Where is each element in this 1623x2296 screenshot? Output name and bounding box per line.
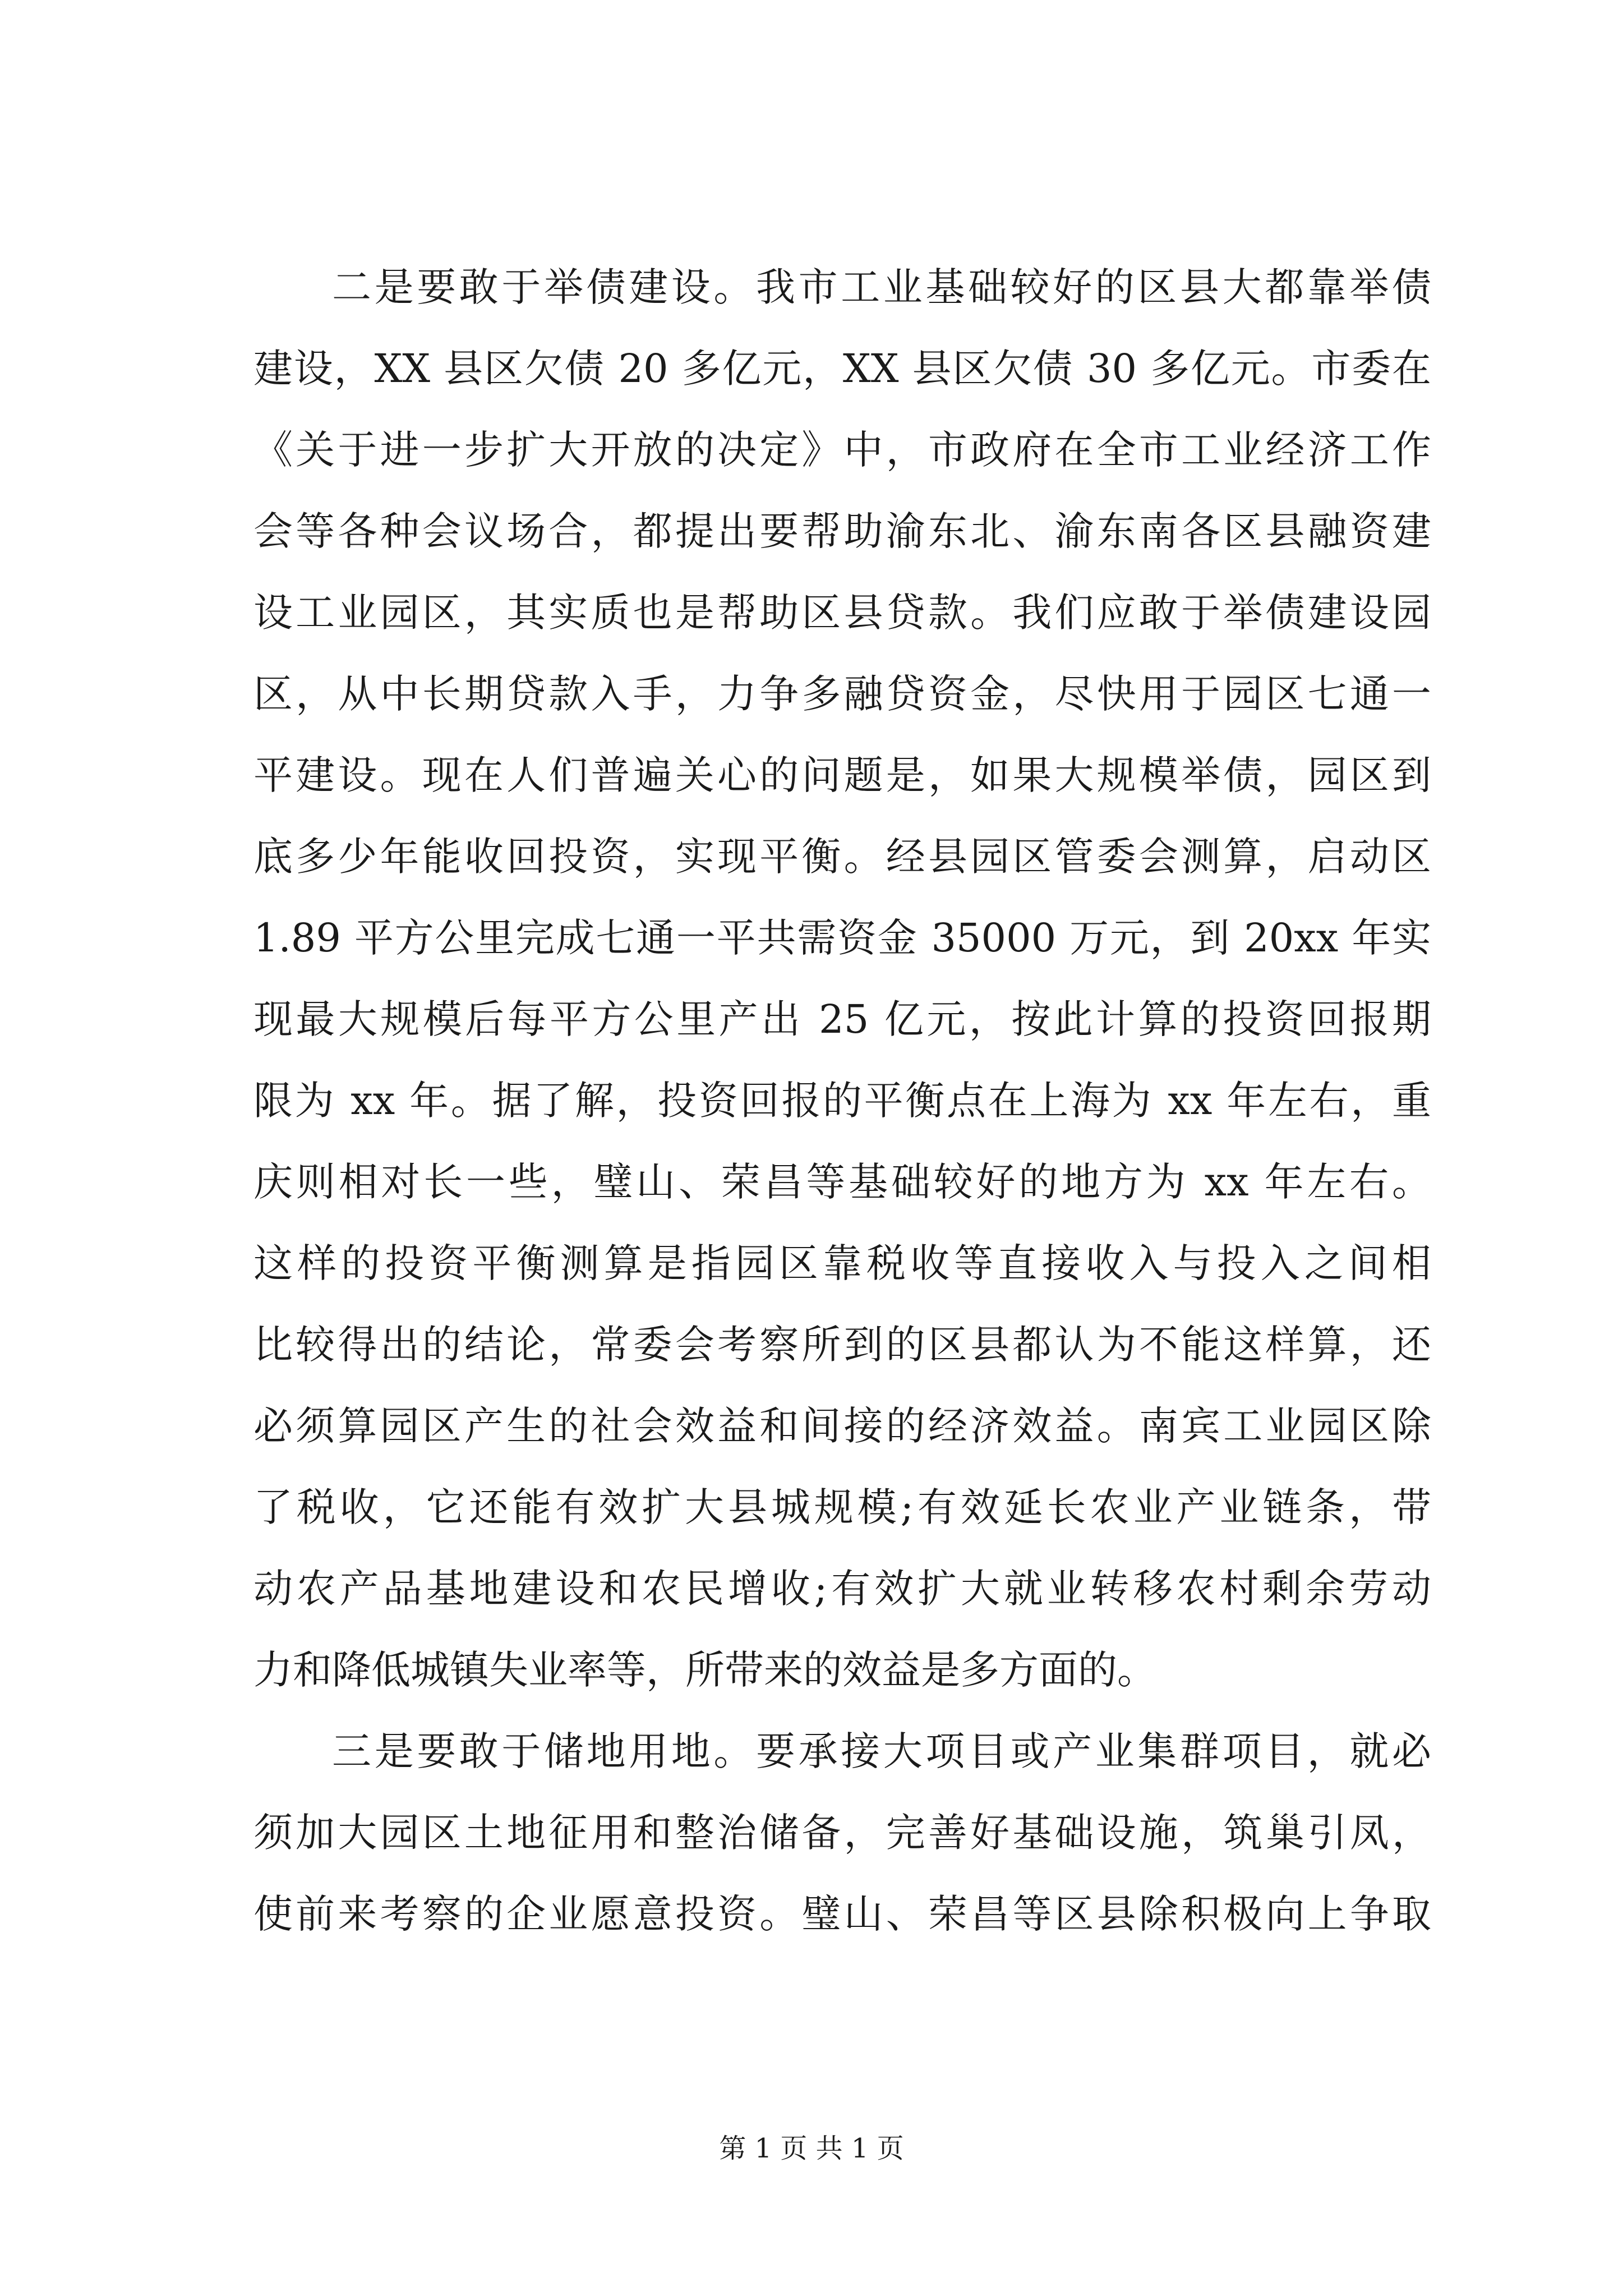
paragraph-line: 区，从中长期贷款入手，力争多融贷资金，尽快用于园区七通一 — [253, 671, 1431, 717]
page-number-footer: 第 1 页 共 1 页 — [719, 2133, 904, 2164]
paragraph-line: 使前来考察的企业愿意投资。璧山、荣昌等区县除积极向上争取 — [253, 1891, 1431, 1937]
paragraph-line: 设工业园区，其实质也是帮助区县贷款。我们应敢于举债建设园 — [253, 590, 1431, 636]
paragraph-line: 比较得出的结论，常委会考察所到的区县都认为不能这样算，还 — [253, 1322, 1431, 1368]
paragraph-line: 底多少年能收回投资，实现平衡。经县园区管委会测算，启动区 — [253, 834, 1431, 880]
paragraph-line: 二是要敢于举债建设。我市工业基础较好的区县大都靠举债 — [332, 264, 1431, 310]
paragraph-line: 建设，XX 县区欠债 20 多亿元，XX 县区欠债 30 多亿元。市委在 — [253, 346, 1431, 392]
paragraph-line: 现最大规模后每平方公里产出 25 亿元，按此计算的投资回报期 — [253, 996, 1431, 1042]
paragraph-line: 会等各种会议场合，都提出要帮助渝东北、渝东南各区县融资建 — [253, 508, 1431, 554]
paragraph-line: 1.89 平方公里完成七通一平共需资金 35000 万元，到 20xx 年实 — [253, 915, 1431, 961]
paragraph-line: 三是要敢于储地用地。要承接大项目或产业集群项目，就必 — [332, 1728, 1431, 1774]
document-body — [253, 247, 1431, 1955]
paragraph-line: 了税收，它还能有效扩大县城规模;有效延长农业产业链条，带 — [253, 1484, 1431, 1530]
paragraph-line: 限为 xx 年。据了解，投资回报的平衡点在上海为 xx 年左右，重 — [253, 1078, 1431, 1124]
paragraph-line: 《关于进一步扩大开放的决定》中，市政府在全市工业经济工作 — [253, 427, 1431, 473]
paragraph-line: 这样的投资平衡测算是指园区靠税收等直接收入与投入之间相 — [253, 1240, 1431, 1286]
paragraph-line: 平建设。现在人们普遍关心的问题是，如果大规模举债，园区到 — [253, 752, 1431, 798]
paragraph-line: 力和降低城镇失业率等，所带来的效益是多方面的。 — [253, 1647, 1156, 1693]
paragraph-line: 动农产品基地建设和农民增收;有效扩大就业转移农村剩余劳动 — [253, 1566, 1431, 1612]
paragraph-line: 必须算园区产生的社会效益和间接的经济效益。南宾工业园区除 — [253, 1403, 1431, 1449]
paragraph-line: 庆则相对长一些，璧山、荣昌等基础较好的地方为 xx 年左右。 — [253, 1159, 1431, 1205]
paragraph-line: 须加大园区土地征用和整治储备，完善好基础设施，筑巢引凤， — [253, 1810, 1431, 1856]
